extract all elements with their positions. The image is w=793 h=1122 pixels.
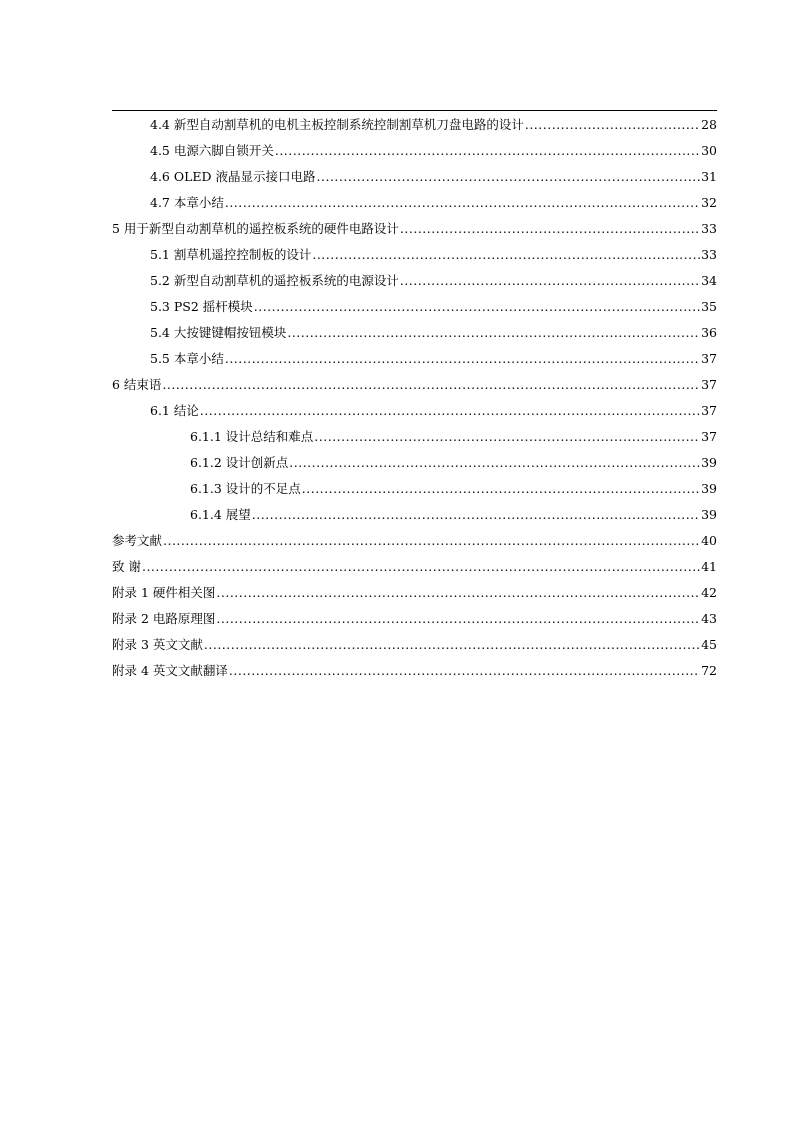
toc-entry-page: 32 [701, 195, 717, 210]
toc-entry-title: 附录 3 英文文献 [112, 637, 203, 652]
toc-entry[interactable] [150, 294, 717, 320]
toc-entry[interactable] [150, 320, 717, 346]
toc-dot-leader [252, 502, 700, 528]
toc-dot-leader [312, 242, 700, 268]
toc-entry[interactable] [112, 554, 717, 580]
toc-entry-page: 33 [701, 247, 717, 262]
toc-entry-page: 39 [701, 507, 717, 522]
toc-entry-page: 30 [701, 143, 717, 158]
toc-entry-title: 6.1.2 设计创新点 [190, 455, 289, 470]
toc-entry-page: 72 [701, 663, 717, 678]
toc-entry-title: 5.5 本章小结 [150, 351, 224, 366]
toc-entry-title: 附录 2 电路原理图 [112, 611, 216, 626]
toc-entry-page: 41 [701, 559, 717, 574]
toc-dot-leader [289, 450, 700, 476]
toc-entry-page: 39 [701, 455, 717, 470]
toc-dot-leader [200, 398, 700, 424]
toc-entry-page: 35 [701, 299, 717, 314]
toc-entry[interactable] [150, 242, 717, 268]
toc-dot-leader [225, 190, 700, 216]
toc-entry-title: 4.6 OLED 液晶显示接口电路 [150, 169, 316, 184]
toc-dot-leader [287, 320, 700, 346]
toc-entry[interactable] [190, 424, 717, 450]
toc-dot-leader [275, 138, 700, 164]
toc-entry-title: 6.1.4 展望 [190, 507, 251, 522]
toc-entry[interactable] [150, 164, 717, 190]
toc-entry-page: 40 [701, 533, 717, 548]
toc-dot-leader [163, 528, 700, 554]
toc-entry[interactable] [150, 138, 717, 164]
toc-entry-page: 37 [701, 351, 717, 366]
toc-dot-leader [400, 216, 700, 242]
toc-entry-page: 36 [701, 325, 717, 340]
toc-entry-title: 6.1.3 设计的不足点 [190, 481, 301, 496]
toc-entry[interactable] [150, 268, 717, 294]
toc-entry-title: 5.4 大按键键帽按钮模块 [150, 325, 287, 340]
toc-dot-leader [317, 164, 701, 190]
toc-dot-leader [216, 580, 700, 606]
toc-entry[interactable] [112, 658, 717, 684]
toc-dot-leader [162, 372, 700, 398]
toc-dot-leader [229, 658, 700, 684]
toc-entry[interactable] [112, 528, 717, 554]
toc-entry-page: 37 [701, 403, 717, 418]
toc-entry[interactable] [150, 112, 717, 138]
toc-entry[interactable] [112, 632, 717, 658]
toc-entry[interactable] [112, 216, 717, 242]
toc-entry-title: 6.1 结论 [150, 403, 199, 418]
toc-entry-title: 5 用于新型自动割草机的遥控板系统的硬件电路设计 [112, 221, 399, 236]
toc-dot-leader [525, 112, 700, 138]
toc-entry-title: 5.3 PS2 摇杆模块 [150, 299, 253, 314]
toc-dot-leader [216, 606, 700, 632]
toc-entry-title: 4.5 电源六脚自锁开关 [150, 143, 274, 158]
toc-entry-title: 致 谢 [112, 559, 141, 574]
toc-entry-title: 6.1.1 设计总结和难点 [190, 429, 314, 444]
toc-dot-leader [204, 632, 700, 658]
toc-entry[interactable] [190, 502, 717, 528]
header-rule [112, 110, 717, 111]
toc-entry-title: 参考文献 [112, 533, 163, 548]
toc-dot-leader [400, 268, 700, 294]
toc-entry[interactable] [112, 606, 717, 632]
toc-entry-title: 附录 4 英文文献翻译 [112, 663, 228, 678]
toc-entry-page: 34 [701, 273, 717, 288]
toc-dot-leader [314, 424, 700, 450]
toc-dot-leader [302, 476, 700, 502]
toc-entry-title: 6 结束语 [112, 377, 162, 392]
toc-entry[interactable] [150, 398, 717, 424]
toc-entry-title: 5.1 割草机遥控控制板的设计 [150, 247, 312, 262]
toc-dot-leader [254, 294, 700, 320]
toc-entry[interactable] [150, 190, 717, 216]
toc-entry-title: 附录 1 硬件相关图 [112, 585, 216, 600]
toc-entry-page: 28 [701, 117, 717, 132]
toc-entry[interactable] [112, 580, 717, 606]
toc-entry-page: 45 [701, 637, 717, 652]
toc-entry[interactable] [112, 372, 717, 398]
toc-entry-page: 43 [701, 611, 717, 626]
toc-entry-page: 31 [701, 169, 717, 184]
toc-entry-title: 4.7 本章小结 [150, 195, 224, 210]
toc-entry-title: 4.4 新型自动割草机的电机主板控制系统控制割草机刀盘电路的设计 [150, 117, 524, 132]
toc-entry-page: 39 [701, 481, 717, 496]
toc-entry-page: 37 [701, 429, 717, 444]
toc-entry[interactable] [190, 450, 717, 476]
toc-entry-title: 5.2 新型自动割草机的遥控板系统的电源设计 [150, 273, 399, 288]
toc-entry-page: 37 [701, 377, 717, 392]
toc-dot-leader [225, 346, 700, 372]
toc-entry[interactable] [150, 346, 717, 372]
toc-entry-page: 33 [701, 221, 717, 236]
toc-dot-leader [142, 554, 700, 580]
toc-entry[interactable] [190, 476, 717, 502]
toc-entry-page: 42 [701, 585, 717, 600]
